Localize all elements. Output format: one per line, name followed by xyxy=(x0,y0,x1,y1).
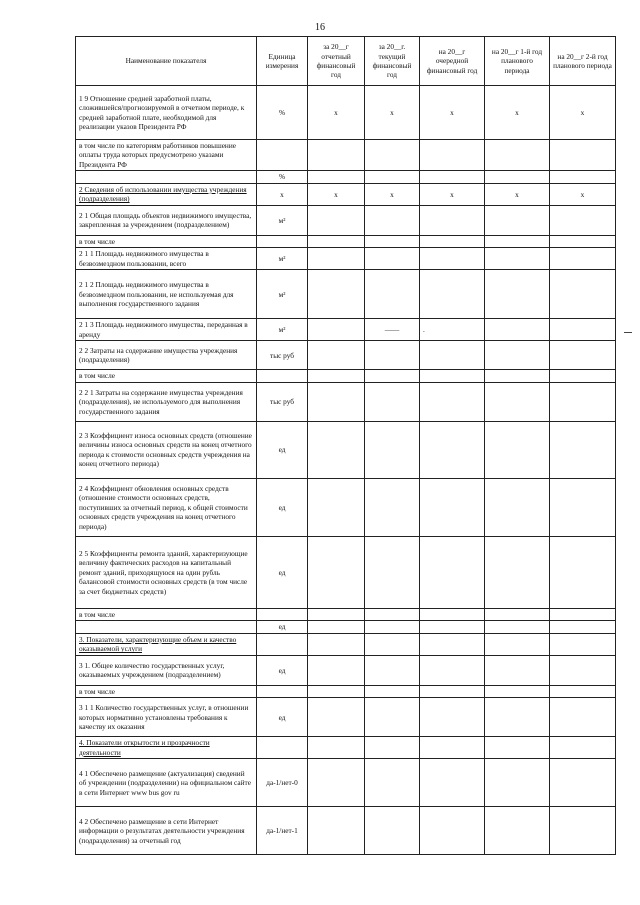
table-row xyxy=(76,621,616,633)
row-unit: м² xyxy=(257,270,308,319)
row-value: x xyxy=(485,86,550,140)
row-unit: % xyxy=(257,86,308,140)
row-unit: ед xyxy=(257,421,308,478)
table-row xyxy=(76,698,616,737)
row-value: x xyxy=(550,86,616,140)
row-unit: ед xyxy=(257,478,308,536)
row-unit: ед xyxy=(257,536,308,608)
row-name: 2 1 3 Площадь недвижимого имущества, переданная в аренду xyxy=(76,319,257,341)
row-value: x xyxy=(485,183,550,205)
row-unit: ед xyxy=(257,655,308,685)
row-name: в том числе xyxy=(76,235,257,247)
table-row xyxy=(76,633,616,655)
row-unit: % xyxy=(257,171,308,183)
table-row xyxy=(76,608,616,620)
table-row xyxy=(76,205,616,235)
table-row xyxy=(76,807,616,855)
row-name: в том числе xyxy=(76,685,257,697)
row-unit: м² xyxy=(257,248,308,270)
table-row xyxy=(76,759,616,807)
row-value: x xyxy=(308,86,365,140)
table-row xyxy=(76,140,616,171)
table-row xyxy=(76,685,616,697)
header-col1: за 20__г отчетный финансовый год xyxy=(308,37,365,86)
row-unit: тыс руб xyxy=(257,341,308,370)
header-unit: Единица измерения xyxy=(257,37,308,86)
table-row xyxy=(76,171,616,183)
section-heading: 4. Показатели открытости и прозрачности деятельности xyxy=(76,737,257,759)
table-row xyxy=(76,341,616,370)
row-name: 2 5 Коэффициенты ремонта зданий, характеризующие величину фактических расходов на капитальный ремонт зданий, приходящуюся на один рубль балансовой стоимости основных средств (в том числе за счет бюджетных средств) xyxy=(76,536,257,608)
row-name: в том числе по категориям работников повышение оплаты труда которых предусмотрено указами Президента РФ xyxy=(76,140,257,171)
row-unit: тыс руб xyxy=(257,382,308,421)
row-name: 2 1 2 Площадь недвижимого имущества в безвозмездном пользовании, не используемая для выполнения государственного задания xyxy=(76,270,257,319)
stray-dot: . xyxy=(420,319,485,341)
table-row xyxy=(76,370,616,382)
table-row xyxy=(76,655,616,685)
section-heading: 3. Показатели, характеризующие объем и качество оказываемой услуги xyxy=(76,633,257,655)
row-value: x xyxy=(420,86,485,140)
row-unit: ед xyxy=(257,698,308,737)
row-name: 1 9 Отношение средней заработной платы, сложившейся/прогнозируемой в отчетном периоде, к средней заработной плате, необходимой для реализации указов Президента РФ xyxy=(76,86,257,140)
table-row xyxy=(76,319,616,341)
row-unit: м² xyxy=(257,205,308,235)
margin-mark xyxy=(624,332,632,333)
section-heading: 2 Сведения об использовании имущества учреждения (подразделения) xyxy=(76,183,257,205)
table-row xyxy=(76,86,616,140)
row-value: x xyxy=(365,86,420,140)
header-col5: на 20__г 2-й год планового периода xyxy=(550,37,616,86)
row-name: в том числе xyxy=(76,370,257,382)
table-row xyxy=(76,248,616,270)
header-col2: за 20__г. текущий финансовый год xyxy=(365,37,420,86)
table-row xyxy=(76,536,616,608)
row-name: 2 2 1 Затраты на содержание имущества учреждения (подразделения), не используемого для выполнения государственного задания xyxy=(76,382,257,421)
row-unit: м² xyxy=(257,319,308,341)
table-row xyxy=(76,382,616,421)
row-name: 2 1 Общая площадь объектов недвижимого имущества, закрепленная за учреждением (подразделением) xyxy=(76,205,257,235)
row-unit: x xyxy=(257,183,308,205)
row-name: 4 2 Обеспечено размещение в сети Интернет информации о результатах деятельности учреждения (подразделения) за отчетный год xyxy=(76,807,257,855)
row-name: 4 1 Обеспечено размещение (актуализация) сведений об учреждении (подразделении) на официальном сайте в сети Интернет www bus gov ru xyxy=(76,759,257,807)
table-row xyxy=(76,478,616,536)
row-value: x xyxy=(550,183,616,205)
table-row xyxy=(76,183,616,205)
table-row xyxy=(76,421,616,478)
header-row xyxy=(76,37,616,86)
row-name: 3 1 1 Количество государственных услуг, в отношении которых нормативно установлены требования к качеству их оказания xyxy=(76,698,257,737)
table-row xyxy=(76,737,616,759)
row-name: 2 3 Коэффициент износа основных средств (отношение величины износа основных средств на конец отчетного периода к стоимости основных средств учреждения на конец отчетного периода) xyxy=(76,421,257,478)
table-row xyxy=(76,235,616,247)
row-unit: да-1/нет-0 xyxy=(257,759,308,807)
row-unit: ед xyxy=(257,621,308,633)
table-row xyxy=(76,270,616,319)
row-name: 3 1. Общее количество государственных услуг, оказываемых учреждением (подразделением) xyxy=(76,655,257,685)
handwritten-dash: —— xyxy=(365,319,420,341)
row-name: в том числе xyxy=(76,608,257,620)
row-value: x xyxy=(420,183,485,205)
row-value: x xyxy=(365,183,420,205)
row-value: x xyxy=(308,183,365,205)
header-col4: на 20__г 1-й год планового периода xyxy=(485,37,550,86)
page-number: 16 xyxy=(315,22,325,33)
indicators-table xyxy=(75,36,616,855)
row-name: 2 4 Коэффициент обновления основных средств (отношение стоимости основных средств, поступивших за отчетный период, к общей стоимости основных средств учреждения на конец отчетного периода) xyxy=(76,478,257,536)
header-col3: на 20__г очередной финансовый год xyxy=(420,37,485,86)
row-name: 2 1 1 Площадь недвижимого имущества в безвозмездном пользовании, всего xyxy=(76,248,257,270)
row-unit: да-1/нет-1 xyxy=(257,807,308,855)
header-name: Наименование показателя xyxy=(76,37,257,86)
row-name: 2 2 Затраты на содержание имущества учреждения (подразделения) xyxy=(76,341,257,370)
